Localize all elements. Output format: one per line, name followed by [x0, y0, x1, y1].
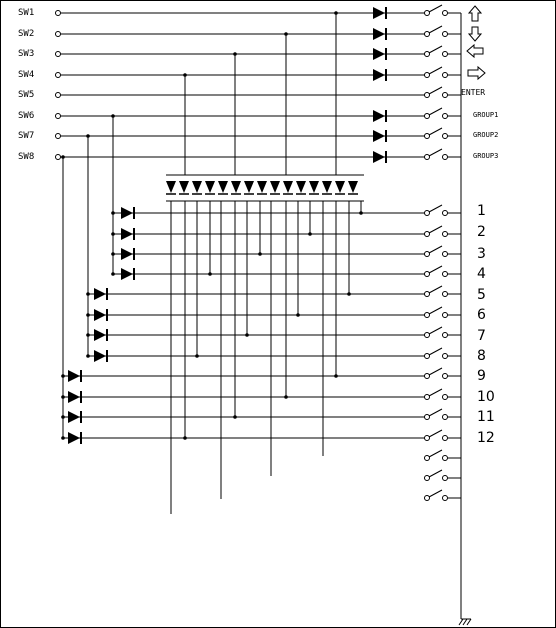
- terminal: [425, 73, 430, 78]
- terminal: [443, 456, 448, 461]
- terminal: [443, 292, 448, 297]
- switch-icon: [429, 286, 442, 293]
- switch-icon: [429, 149, 442, 156]
- up-arrow-icon: [469, 6, 481, 21]
- diode-icon: [192, 181, 202, 193]
- switch-icon: [429, 430, 442, 437]
- junction-dot: [111, 211, 115, 215]
- button-number-6: 6: [477, 307, 486, 323]
- wires: [61, 13, 461, 619]
- switch-icon: [429, 327, 442, 334]
- junction-dot: [111, 252, 115, 256]
- terminal: [425, 476, 430, 481]
- terminal: [56, 32, 61, 37]
- diode-icon: [348, 181, 358, 193]
- button-number-10: 10: [477, 389, 495, 405]
- switch-icon: [429, 67, 442, 74]
- output-diode-icon: [121, 268, 133, 280]
- terminal: [425, 333, 430, 338]
- terminal: [443, 32, 448, 37]
- switch-icon: [429, 87, 442, 94]
- button-number-8: 8: [477, 348, 486, 364]
- switch-icon: [429, 490, 442, 497]
- terminal: [425, 354, 430, 359]
- terminal: [425, 292, 430, 297]
- junction-dot: [86, 134, 90, 138]
- row-diode-icon: [373, 69, 385, 81]
- row-diode-icon: [373, 130, 385, 142]
- switch-icon: [429, 128, 442, 135]
- junction-dot: [183, 73, 187, 77]
- diode-icon: [218, 181, 228, 193]
- output-diode-icon: [94, 288, 106, 300]
- switch-icon: [429, 409, 442, 416]
- junction-dot: [61, 395, 65, 399]
- output-diode-icon: [94, 309, 106, 321]
- junction-dot: [86, 292, 90, 296]
- output-diode-icon: [94, 329, 106, 341]
- terminal: [56, 134, 61, 139]
- row-diode-icon: [373, 48, 385, 60]
- diode-icon: [335, 181, 345, 193]
- terminal: [443, 476, 448, 481]
- terminal: [443, 395, 448, 400]
- junction-dot: [296, 313, 300, 317]
- junction-dot: [61, 155, 65, 159]
- junction-dot: [308, 232, 312, 236]
- sw8-label: SW8: [18, 152, 35, 162]
- junction-dot: [334, 11, 338, 15]
- group1-label: GROUP1: [473, 111, 499, 119]
- row-diode-icon: [373, 7, 385, 19]
- button-number-12: 12: [477, 430, 495, 446]
- junction-dot: [334, 374, 338, 378]
- output-diode-icon: [68, 391, 80, 403]
- terminal: [425, 374, 430, 379]
- switch-icon: [429, 450, 442, 457]
- terminal: [443, 73, 448, 78]
- sw3-label: SW3: [18, 49, 35, 59]
- terminal: [443, 52, 448, 57]
- diode-icon: [166, 181, 176, 193]
- row-diode-icon: [373, 151, 385, 163]
- enter-label: ENTER: [461, 88, 486, 97]
- terminal: [443, 333, 448, 338]
- output-diode-icon: [94, 350, 106, 362]
- sw5-label: SW5: [18, 90, 35, 100]
- terminal: [425, 114, 430, 119]
- terminal: [443, 11, 448, 16]
- junction-dot: [61, 436, 65, 440]
- ground-icon: [459, 619, 471, 625]
- diode-icon: [257, 181, 267, 193]
- switch-icon: [429, 368, 442, 375]
- button-number-1: 1: [477, 203, 486, 219]
- diode-icon: [283, 181, 293, 193]
- terminal: [443, 93, 448, 98]
- junction-dot: [284, 395, 288, 399]
- switch-icon: [429, 5, 442, 12]
- junction-dot: [111, 114, 115, 118]
- row-diode-icon: [373, 110, 385, 122]
- sw7-label: SW7: [18, 131, 35, 141]
- terminal: [443, 415, 448, 420]
- schematic: [1, 1, 556, 628]
- terminal: [443, 272, 448, 277]
- terminal: [443, 155, 448, 160]
- switch-icon: [429, 26, 442, 33]
- terminal: [443, 232, 448, 237]
- junction-dot: [183, 436, 187, 440]
- terminal: [425, 211, 430, 216]
- terminal: [425, 436, 430, 441]
- junction-dot: [233, 415, 237, 419]
- button-number-11: 11: [477, 409, 495, 425]
- diode-icon: [244, 181, 254, 193]
- terminal: [56, 11, 61, 16]
- sw1-label: SW1: [18, 8, 35, 18]
- terminal: [56, 52, 61, 57]
- terminal: [443, 374, 448, 379]
- button-number-3: 3: [477, 246, 486, 262]
- switch-icon: [429, 266, 442, 273]
- terminal: [425, 32, 430, 37]
- terminal: [425, 134, 430, 139]
- diode-icon: [309, 181, 319, 193]
- terminal: [425, 496, 430, 501]
- output-diode-icon: [68, 411, 80, 423]
- junction-dot: [111, 232, 115, 236]
- terminal: [443, 313, 448, 318]
- sw2-label: SW2: [18, 29, 35, 39]
- terminal: [56, 155, 61, 160]
- diode-icon: [231, 181, 241, 193]
- junction-dot: [61, 415, 65, 419]
- diode-icon: [179, 181, 189, 193]
- right-arrow-icon: [468, 67, 485, 79]
- diode-icon: [270, 181, 280, 193]
- terminal: [425, 52, 430, 57]
- switch-icon: [429, 307, 442, 314]
- terminal: [56, 93, 61, 98]
- group2-label: GROUP2: [473, 131, 499, 139]
- output-diode-icon: [121, 207, 133, 219]
- button-number-2: 2: [477, 224, 486, 240]
- terminal: [56, 114, 61, 119]
- button-number-7: 7: [477, 328, 486, 344]
- output-diode-icon: [121, 248, 133, 260]
- terminal: [443, 252, 448, 257]
- terminal: [425, 272, 430, 277]
- button-number-4: 4: [477, 266, 486, 282]
- switch-icon: [429, 389, 442, 396]
- left-arrow-icon: [467, 45, 483, 57]
- terminal: [443, 354, 448, 359]
- sw6-label: SW6: [18, 111, 35, 121]
- output-diode-icon: [121, 228, 133, 240]
- button-number-5: 5: [477, 287, 486, 303]
- terminal: [56, 73, 61, 78]
- junction-dot: [284, 32, 288, 36]
- switch-icon: [429, 470, 442, 477]
- diode-icon: [205, 181, 215, 193]
- components: [56, 5, 448, 501]
- junction-dot: [347, 292, 351, 296]
- switch-icon: [429, 226, 442, 233]
- down-arrow-icon: [469, 27, 481, 41]
- terminal: [443, 211, 448, 216]
- terminal: [425, 252, 430, 257]
- row-diode-icon: [373, 28, 385, 40]
- junction-dot: [258, 252, 262, 256]
- button-number-9: 9: [477, 368, 486, 384]
- junction-dot: [86, 313, 90, 317]
- terminal: [425, 313, 430, 318]
- sw4-label: SW4: [18, 70, 35, 80]
- group3-label: GROUP3: [473, 152, 499, 160]
- output-diode-icon: [68, 432, 80, 444]
- output-diode-icon: [68, 370, 80, 382]
- terminal: [425, 93, 430, 98]
- terminal: [443, 436, 448, 441]
- junction-dot: [359, 211, 363, 215]
- switch-icon: [429, 205, 442, 212]
- terminal: [425, 415, 430, 420]
- junction-dot: [208, 272, 212, 276]
- terminal: [425, 155, 430, 160]
- switch-icon: [429, 108, 442, 115]
- diode-icon: [322, 181, 332, 193]
- terminal: [425, 11, 430, 16]
- junction-dot: [61, 374, 65, 378]
- junction-dot: [195, 354, 199, 358]
- switch-icon: [429, 246, 442, 253]
- terminal: [443, 496, 448, 501]
- terminal: [425, 456, 430, 461]
- terminal: [425, 395, 430, 400]
- junction-dot: [86, 354, 90, 358]
- junction-dot: [245, 333, 249, 337]
- junction-dot: [86, 333, 90, 337]
- terminal: [443, 134, 448, 139]
- terminal: [443, 114, 448, 119]
- terminal: [425, 232, 430, 237]
- junction-dot: [233, 52, 237, 56]
- switch-icon: [429, 348, 442, 355]
- switch-icon: [429, 46, 442, 53]
- junction-dot: [111, 272, 115, 276]
- diode-icon: [296, 181, 306, 193]
